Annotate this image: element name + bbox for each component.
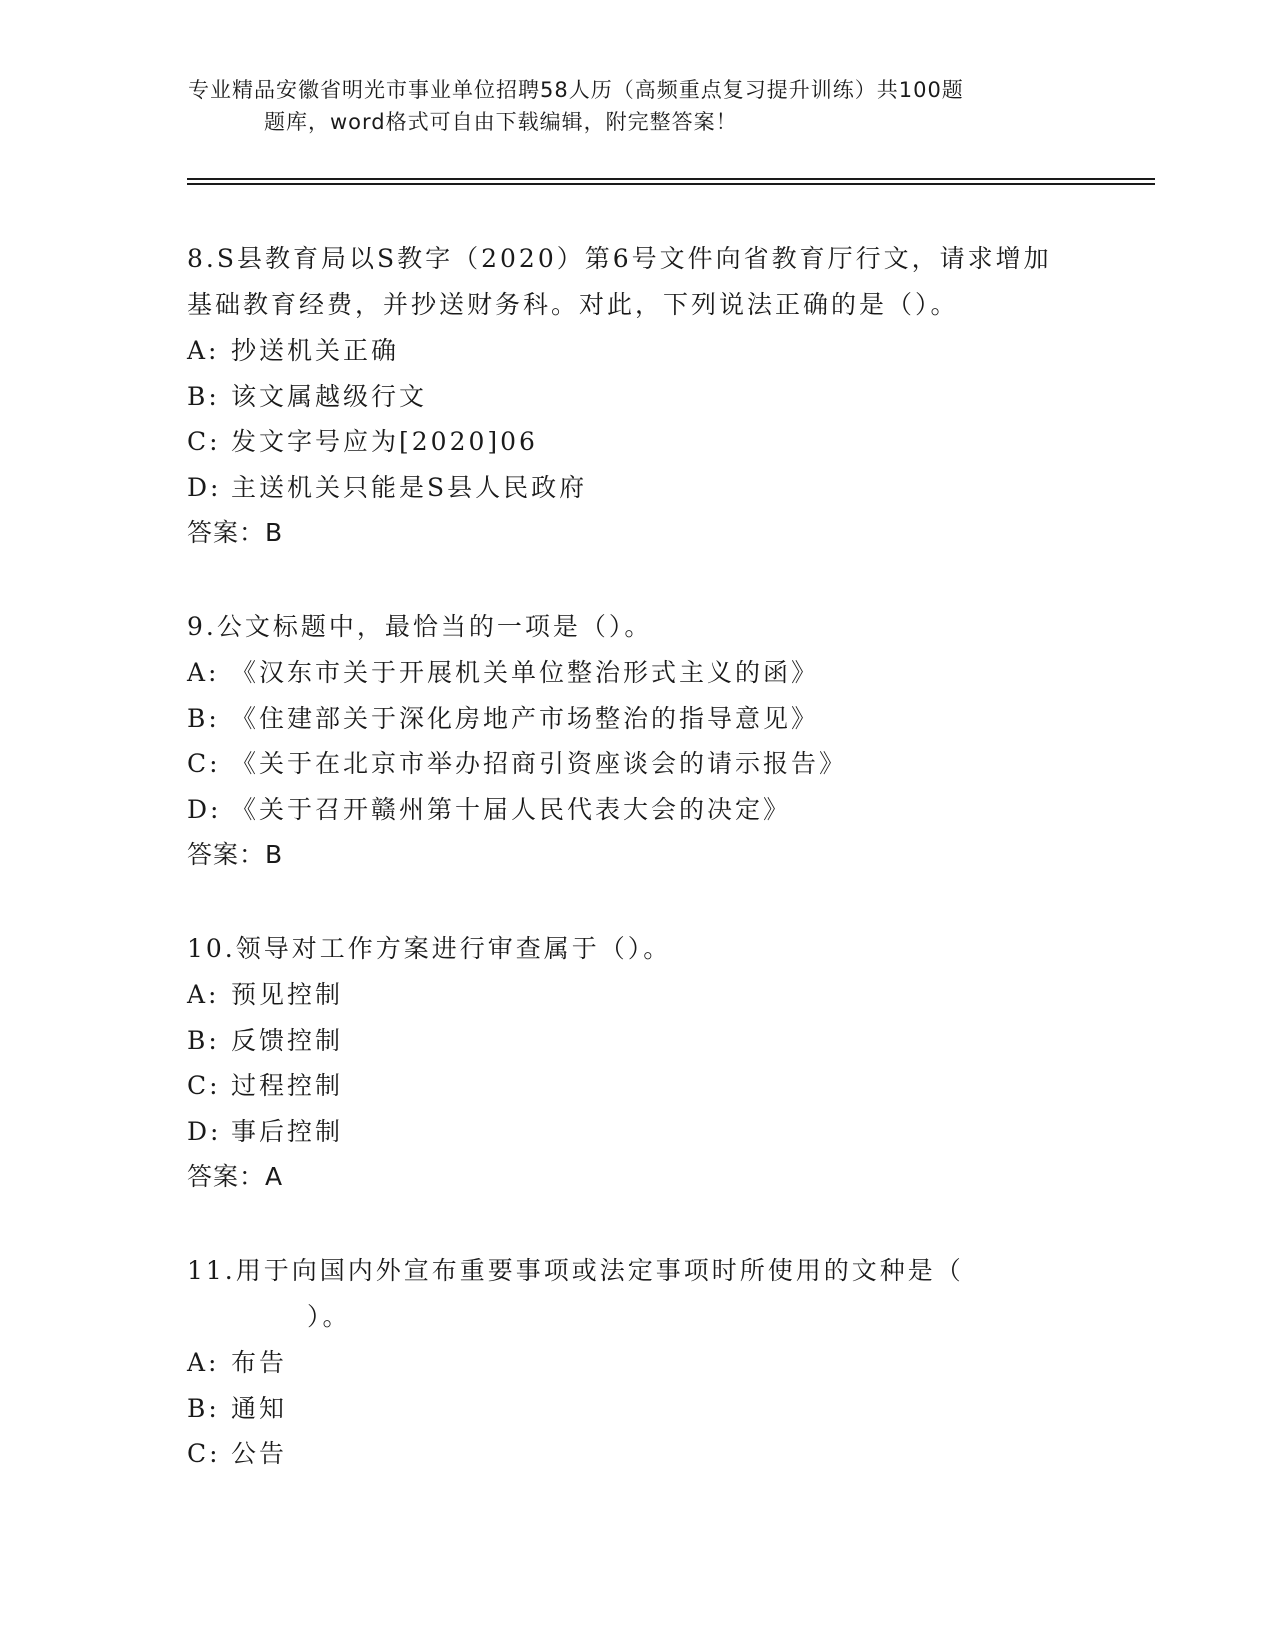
question-stem [187,1248,1087,1340]
option-text: 公告 [231,1439,288,1468]
option-text: 《住建部关于深化房地产市场整治的指导意见》 [231,703,820,733]
option-key: B: [187,1025,220,1055]
option-text: 该文属越级行文 [231,381,428,411]
option-a [187,1340,1087,1386]
option-a [187,972,1087,1018]
header-title-line2: 题库，word格式可自由下载编辑，附完整答案！ [264,110,738,134]
option-key: A: [187,1348,220,1377]
option-c [187,741,1087,787]
option-b [187,1018,1087,1064]
option-key: D: [187,472,222,502]
option-key: C: [187,427,221,456]
header-title-line1: 专业精品安徽省明光市事业单位招聘58人历（高频重点复习提升训练）共100题 [188,78,964,102]
option-c [187,1431,1087,1477]
option-key: D: [187,1116,222,1146]
question-11 [187,1248,1087,1477]
option-text: 反馈控制 [231,1025,344,1055]
option-key: C: [187,749,221,778]
option-d [187,1109,1087,1155]
option-text: 事后控制 [231,1116,344,1146]
option-text: 抄送机关正确 [231,336,400,365]
option-text: 主送机关只能是S县人民政府 [231,472,588,502]
header-divider-bottom [187,183,1155,185]
option-key: C: [187,1439,221,1468]
option-c [187,419,1087,465]
option-key: A: [187,336,220,365]
option-text: 过程控制 [231,1071,344,1100]
question-stem-line1: 10.领导对工作方案进行审查属于（）。 [187,934,672,963]
question-stem-line1: 8.S县教育局以S教字（2020）第6号文件向省教育厅行文，请求增加 [187,244,1052,273]
option-key: B: [187,703,220,733]
document-header [188,74,1088,138]
option-key: B: [187,381,220,411]
option-c [187,1063,1087,1109]
option-b [187,696,1087,742]
option-text: 预见控制 [231,980,344,1009]
option-b [187,374,1087,420]
option-key: D: [187,794,222,824]
question-stem-line1: 9.公文标题中，最恰当的一项是（）。 [187,612,653,641]
option-d [187,787,1087,833]
question-stem-line1: 11.用于向国内外宣布重要事项或法定事项时所使用的文种是（ [187,1256,964,1285]
option-a [187,328,1087,374]
header-divider-top [187,178,1155,180]
question-9 [187,604,1087,878]
option-text: 《汉东市关于开展机关单位整治形式主义的函》 [231,658,820,687]
answer-line: 答案：B [187,840,284,869]
option-text: 发文字号应为[2020]06 [231,427,538,456]
option-d [187,465,1087,511]
option-text: 通知 [231,1393,288,1423]
question-10 [187,926,1087,1200]
option-b [187,1386,1087,1432]
question-stem [187,926,1087,972]
question-stem [187,236,1087,328]
question-stem-line2: ）。 [307,1302,351,1331]
question-8 [187,236,1087,556]
option-key: B: [187,1393,220,1423]
option-a [187,650,1087,696]
answer-line: 答案：A [187,1162,284,1191]
option-key: A: [187,658,220,687]
question-stem [187,604,1087,650]
option-text: 布告 [231,1348,288,1377]
option-key: C: [187,1071,221,1100]
option-text: 《关于召开赣州第十届人民代表大会的决定》 [231,794,792,824]
question-stem-line2: 基础教育经费，并抄送财务科。对此，下列说法正确的是（）。 [187,290,959,319]
option-text: 《关于在北京市举办招商引资座谈会的请示报告》 [231,749,848,778]
option-key: A: [187,980,220,1009]
question-list [187,236,1087,1525]
answer-line: 答案：B [187,518,284,547]
